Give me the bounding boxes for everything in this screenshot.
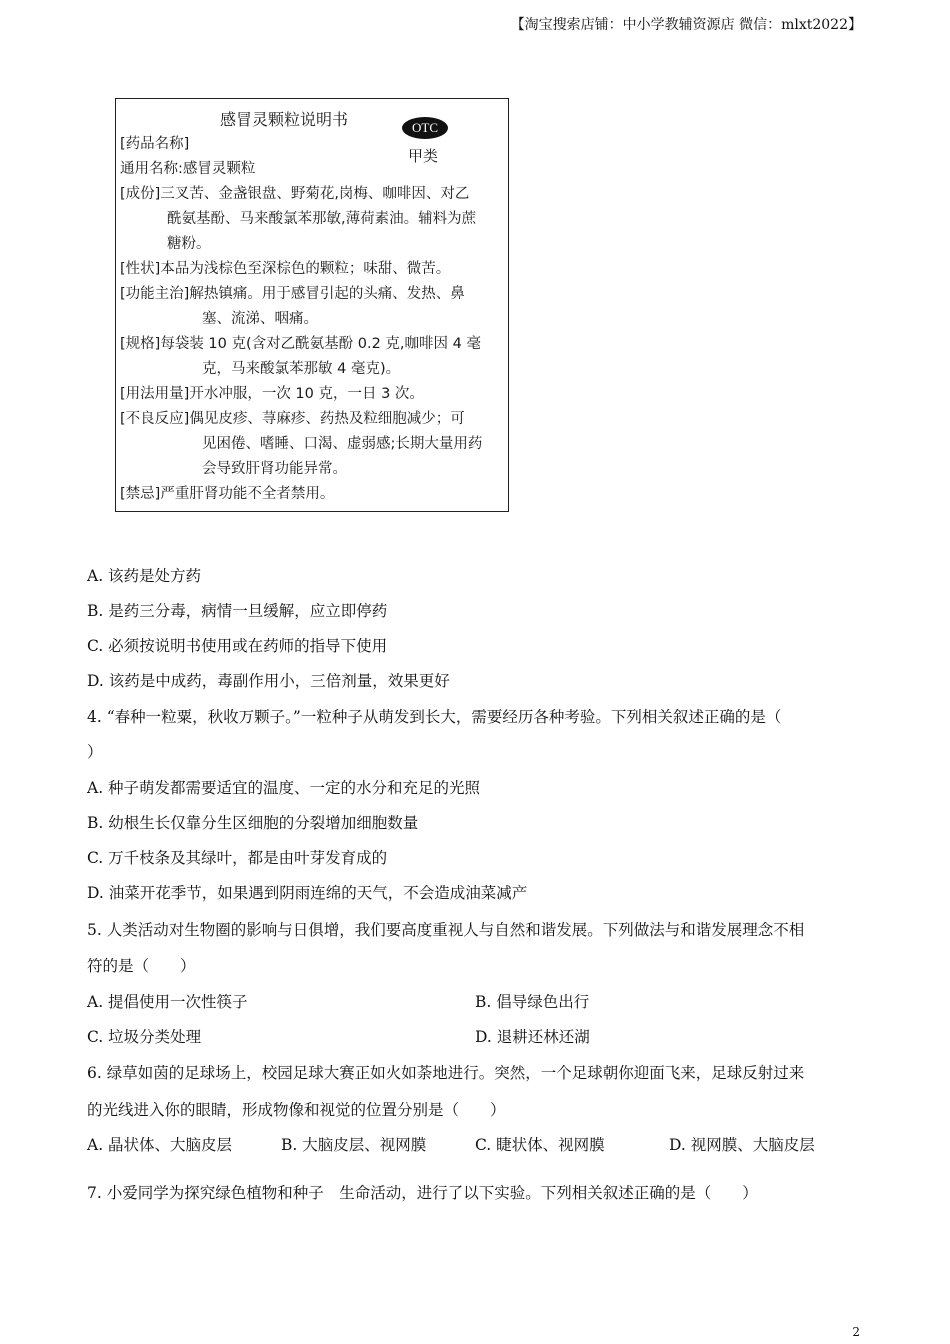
q6-option-d: D. 视网膜、大脑皮层 <box>669 1136 815 1154</box>
q7-stem: 7. 小爱同学为探究绿色植物和种子 生命活动，进行了以下实验。下列相关叙述正确的是（ ） <box>87 1184 758 1202</box>
q6-stem-cont: 的光线进入你的眼睛，形成物像和视觉的位置分别是（ ） <box>87 1101 506 1119</box>
q5-option-b: B. 倡导绿色出行 <box>475 993 590 1011</box>
q3-option-c: C. 必须按说明书使用或在药师的指导下使用 <box>87 637 388 655</box>
q5-stem-cont: 符的是（ ） <box>87 957 196 975</box>
leaflet-line: [禁忌]严重肝肾功能不全者禁用。 <box>120 486 335 502</box>
q4-option-c: C. 万千枝条及其绿叶，都是由叶芽发育成的 <box>87 849 388 867</box>
page-number: 2 <box>852 1325 860 1339</box>
otc-badge: OTC <box>402 117 448 139</box>
leaflet-line: 通用名称:感冒灵颗粒 <box>120 161 256 177</box>
leaflet-line: 会导致肝肾功能异常。 <box>202 461 347 477</box>
leaflet-line: [功能主治]解热镇痛。用于感冒引起的头痛、发热、鼻 <box>120 286 465 302</box>
leaflet-line: 克，马来酸氯苯那敏 4 毫克)。 <box>202 361 401 377</box>
q3-option-b: B. 是药三分毒，病情一旦缓解，应立即停药 <box>87 602 388 620</box>
leaflet-line: 塞、流涕、咽痛。 <box>202 311 318 327</box>
q4-stem: 4. “春种一粒粟，秋收万颗子。”一粒种子从萌发到长大，需要经历各种考验。下列相关叙述正确的是（ <box>87 708 782 726</box>
q5-option-d: D. 退耕还林还湖 <box>475 1028 590 1046</box>
page-header: 【淘宝搜索店铺：中小学教辅资源店 微信：mlxt2022】 <box>510 17 862 33</box>
q5-option-a: A. 提倡使用一次性筷子 <box>87 993 248 1011</box>
leaflet-line: [规格]每袋装 10 克(含对乙酰氨基酚 0.2 克,咖啡因 4 毫 <box>120 336 481 352</box>
leaflet-line: [药品名称] <box>120 136 190 152</box>
leaflet-line: [不良反应]偶见皮疹、荨麻疹、药热及粒细胞减少；可 <box>120 411 465 427</box>
q4-option-b: B. 幼根生长仅靠分生区细胞的分裂增加细胞数量 <box>87 814 419 832</box>
q6-stem: 6. 绿草如茵的足球场上，校园足球大赛正如火如荼地进行。突然，一个足球朝你迎面飞来，足球反射过来 <box>87 1064 805 1082</box>
q3-option-d: D. 该药是中成药，毒副作用小，三倍剂量，效果更好 <box>87 672 450 690</box>
leaflet-line: [用法用量]开水冲服，一次 10 克，一日 3 次。 <box>120 386 424 402</box>
leaflet-line: [性状]本品为浅棕色至深棕色的颗粒；味甜、微苦。 <box>120 261 451 277</box>
q3-option-a: A. 该药是处方药 <box>87 567 202 585</box>
q5-stem: 5. 人类活动对生物圈的影响与日俱增，我们要高度重视人与自然和谐发展。下列做法与和谐发展理念不相 <box>87 921 805 939</box>
leaflet-line: 见困倦、嗜睡、口渴、虚弱感;长期大量用药 <box>202 436 483 452</box>
leaflet-line: 糖粉。 <box>167 236 211 252</box>
q4-stem-cont: ） <box>87 743 103 761</box>
leaflet-title: 感冒灵颗粒说明书 <box>220 110 349 129</box>
medicine-leaflet-image <box>115 98 509 512</box>
q4-option-d: D. 油菜开花季节，如果遇到阴雨连绵的天气，不会造成油菜减产 <box>87 884 528 902</box>
q5-option-c: C. 垃圾分类处理 <box>87 1028 202 1046</box>
q6-option-b: B. 大脑皮层、视网膜 <box>281 1136 427 1154</box>
q6-option-a: A. 晶状体、大脑皮层 <box>87 1136 233 1154</box>
leaflet-line: 酰氨基酚、马来酸氯苯那敏,薄荷素油。辅料为蔗 <box>167 211 477 227</box>
otc-class: 甲类 <box>408 147 439 165</box>
leaflet-line: [成份]三叉苦、金盏银盘、野菊花,岗梅、咖啡因、对乙 <box>120 186 470 202</box>
q4-option-a: A. 种子萌发都需要适宜的温度、一定的水分和充足的光照 <box>87 779 481 797</box>
q6-option-c: C. 睫状体、视网膜 <box>475 1136 605 1154</box>
